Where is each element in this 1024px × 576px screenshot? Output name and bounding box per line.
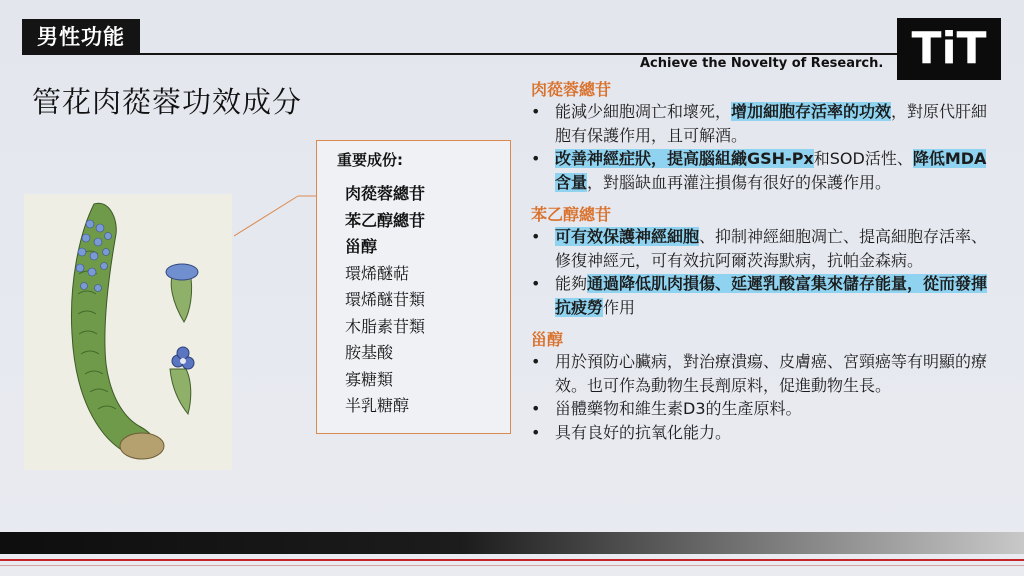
tit-logo: TiT	[897, 18, 1001, 80]
ingredients-box	[316, 140, 511, 434]
ingredient-item: 木脂素苷類	[345, 316, 426, 336]
bullet-text: 和SOD活性、	[813, 149, 913, 168]
highlight-text: 通過降低肌肉損傷、延遲乳酸富集來儲存能量，從而發揮抗疲勞	[555, 274, 988, 317]
bullet-item	[531, 100, 1001, 147]
highlight-text: 降低MDA含量	[555, 149, 987, 192]
bullet-item: • 甾體藥物和維生素D3的生產原料。	[531, 397, 1001, 421]
footer-thin-rule	[0, 565, 1024, 566]
bullet-item	[531, 147, 1001, 194]
footer-bar	[0, 532, 1024, 554]
tagline: Achieve the Novelty of Research.	[640, 56, 884, 71]
section-title: 甾醇	[531, 330, 564, 349]
bullet-item	[531, 272, 1001, 319]
section-title: 苯乙醇總苷	[531, 205, 612, 224]
section-bullets	[531, 225, 1001, 319]
footer-red-rule	[0, 559, 1024, 561]
ingredient-item: 甾醇	[345, 237, 378, 256]
highlight-text: 增加細胞存活率的功效	[731, 102, 892, 121]
bullet-text: ，對腦缺血再灌注損傷有很好的保護作用。	[587, 172, 892, 192]
ingredient-item: 環烯醚萜	[345, 263, 410, 283]
effects-panel	[531, 79, 1001, 444]
section-title: 肉蓯蓉總苷	[531, 80, 612, 99]
ingredient-item: 半乳糖醇	[345, 396, 410, 415]
bullet-text: 能減少細胞凋亡和壞死，	[555, 102, 732, 121]
section-bullets	[531, 350, 1001, 444]
ingredient-item: 肉蓯蓉總苷	[345, 184, 426, 203]
connector-line	[234, 194, 318, 244]
ingredients-heading: 重要成份:	[337, 151, 403, 169]
section-bullets	[531, 100, 1001, 194]
highlight-text: 改善神經症狀，提高腦組織GSH-Px	[555, 149, 814, 168]
cistanche-illustration	[24, 194, 232, 470]
bullet-text: ，對原代肝細胞有保護作用，且可解酒。	[555, 102, 988, 145]
ingredient-item: 寡糖類	[345, 369, 394, 389]
bullet-item: • 具有良好的抗氧化能力。	[531, 421, 1001, 445]
ingredient-item: 胺基酸	[345, 343, 394, 362]
bullet-item	[531, 225, 1001, 272]
category-tag: 男性功能	[22, 19, 140, 55]
bullet-item: • 用於預防心臟病，對治療潰瘍、皮膚癌、宮頸癌等有明顯的療效。也可作為動物生長劑原料，促進動物生長。	[531, 350, 1001, 397]
ingredient-item: 苯乙醇總苷	[345, 210, 426, 230]
bullet-text: 能夠	[555, 274, 588, 293]
bullet-text: 、抑制神經細胞凋亡、提高細胞存活率、修復神經元，可有效抗阿爾茨海默病，抗帕金森病。	[555, 227, 988, 270]
slide-title: 管花肉蓯蓉功效成分	[32, 85, 303, 119]
highlight-text: 可有效保護神經細胞	[555, 227, 700, 246]
header-rule	[22, 53, 898, 55]
bullet-text: 作用	[603, 297, 636, 317]
ingredients-list	[345, 181, 425, 420]
ingredient-item: 環烯醚苷類	[345, 290, 426, 309]
